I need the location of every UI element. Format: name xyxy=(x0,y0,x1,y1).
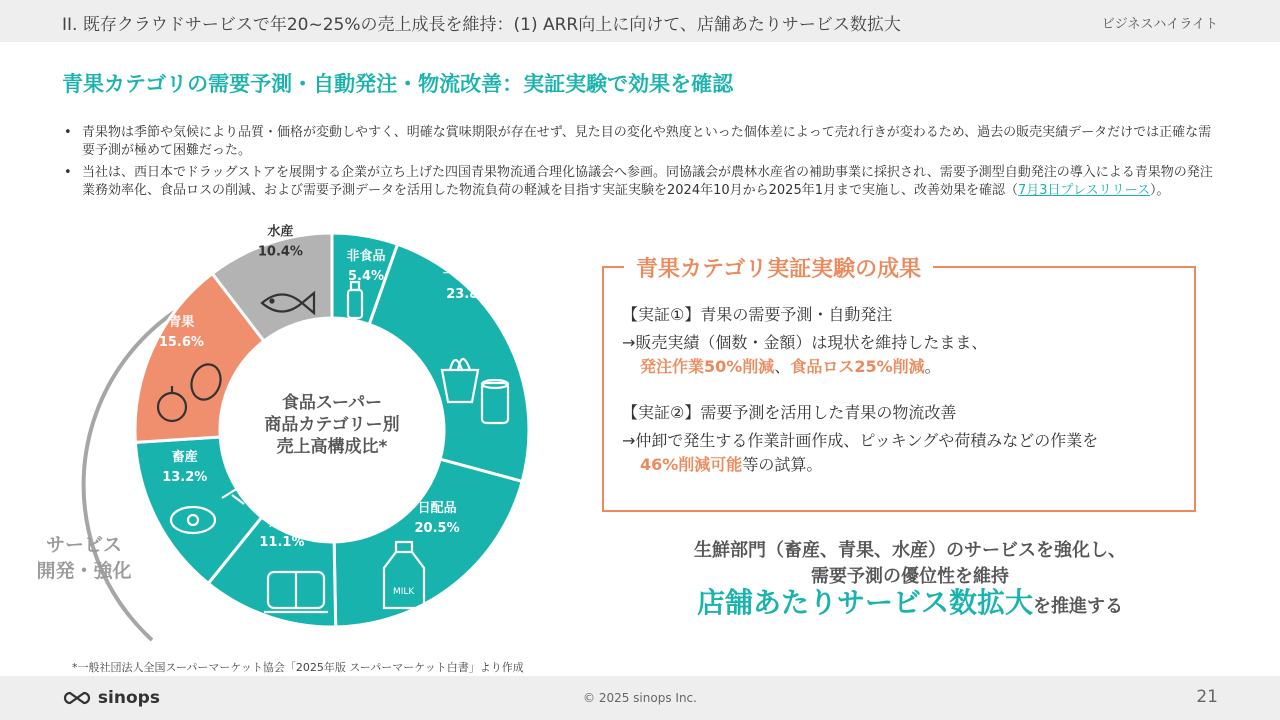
center-line: 売上高構成比* xyxy=(276,437,388,457)
bullet-text: 当社は、西日本でドラッグストアを展開する企業が立ち上げた四国青果物流通合理化協議会へ参画。同協議会が農林水産省の補助事業に採択され、需要予測型自動発注の導入による青果物の発注業務効率化、食品ロスの削減、および需要予測データを活用した物流負荷の軽減を目指す実証実験を2024年10月から2025年1月まで実施し、改善効果を確認（ xyxy=(82,165,1213,198)
slice-value-label: 20.5% xyxy=(414,520,460,536)
footnote: *一般社団法人全国スーパーマーケット協会「2025年版 スーパーマーケット白書」より作成 xyxy=(72,661,524,674)
result-1-highlight-b: 食品ロス25%削減 xyxy=(790,357,925,376)
donut-slice-3 xyxy=(334,459,522,627)
service-development-label xyxy=(30,532,138,584)
conclusion-line1: 生鮮部門（畜産、青果、水産）のサービスを強化し、 xyxy=(694,540,1126,561)
result-1-highlight-a: 発注作業50%削減 xyxy=(640,357,775,376)
result-2-line: →仲卸で発生する作業計画作成、ピッキングや荷積みなどの作業を xyxy=(622,431,1099,450)
result-1-end: 。 xyxy=(924,357,941,376)
slice-value-label: 11.1% xyxy=(259,535,305,551)
bullet-list xyxy=(62,124,1222,204)
section-tag: ビジネスハイライト xyxy=(1101,17,1218,32)
bullet-dot: • xyxy=(64,125,72,140)
slice-category-label: 日配品 xyxy=(417,500,457,516)
bullet-item xyxy=(62,164,1222,200)
conclusion-line2: 需要予測の優位性を維持 xyxy=(811,566,1009,587)
side-label-line1: サービス xyxy=(45,534,122,556)
brand-name: sinops xyxy=(97,688,160,708)
side-label-line2: 開発・強化 xyxy=(36,560,132,582)
slice-category-label: 青果 xyxy=(168,314,195,330)
bullet-dot: • xyxy=(64,165,72,180)
conclusion-line3 xyxy=(580,586,1240,620)
svg-text:MILK: MILK xyxy=(393,587,415,597)
slice-value-label: 5.4% xyxy=(347,269,385,284)
center-line: 商品カテゴリー別 xyxy=(264,415,400,435)
slice-category-label: 一般食品 xyxy=(442,267,495,283)
slice-value-label: 13.2% xyxy=(162,470,208,486)
slice-category-label: 非食品 xyxy=(346,249,386,264)
section-heading: II. 既存クラウドサービスで年20~25%の売上成長を維持：(1) ARR向上に向けて、店舗あたりサービス数拡大 xyxy=(62,15,901,35)
result-2-heading: 【実証②】需要予測を活用した青果の物流改善 xyxy=(622,403,957,422)
page-number: 21 xyxy=(1196,687,1218,707)
top-bar xyxy=(0,0,1280,42)
page-title: 青果カテゴリの需要予測・自動発注・物流改善：実証実験で効果を確認 xyxy=(62,72,734,96)
bullet-item xyxy=(62,124,1222,160)
copyright: © 2025 sinops Inc. xyxy=(583,691,697,705)
result-2-end: 等の試算。 xyxy=(742,455,823,474)
result-2-highlight: 46%削減可能 xyxy=(640,455,743,474)
slice-value-label: 10.4% xyxy=(257,244,303,260)
bullet-text: 青果物は季節や気候により品質・価格が変動しやすく、明確な賞味期限が存在せず、見た目の変化や熟度といった個体差によって売れ行きが変わるため、過去の販売実績データだけでは正確な需要予測が極めて困難だった。 xyxy=(82,125,1212,158)
result-2-highlights xyxy=(622,452,1210,475)
slice-value-label: 15.6% xyxy=(158,334,204,350)
conclusion-emphasis: 店舗あたりサービス数拡大 xyxy=(696,586,1033,619)
result-1-separator: 、 xyxy=(774,357,791,376)
slice-category-label: 水産 xyxy=(267,224,294,240)
results-title: 青果カテゴリ実証実験の成果 xyxy=(624,252,933,283)
press-release-link[interactable]: 7月3日プレスリリース xyxy=(1017,183,1150,198)
bullet-text-end: ）。 xyxy=(1149,183,1170,198)
result-1-highlights xyxy=(622,354,1210,377)
conclusion xyxy=(580,538,1240,620)
slice-value-label: 23.8% xyxy=(446,287,492,303)
result-1-line: →販売実績（個数・金額）は現状を維持したまま、 xyxy=(622,333,988,352)
footer xyxy=(0,676,1280,720)
conclusion-tail: を推進する xyxy=(1033,596,1123,617)
slice-category-label: 畜産 xyxy=(171,450,198,466)
center-line: 食品スーパー xyxy=(281,393,383,413)
result-1-heading: 【実証①】青果の需要予測・自動発注 xyxy=(622,305,893,324)
slice-category-label: 惣菜 xyxy=(268,515,295,531)
donut-center-label xyxy=(232,392,432,458)
